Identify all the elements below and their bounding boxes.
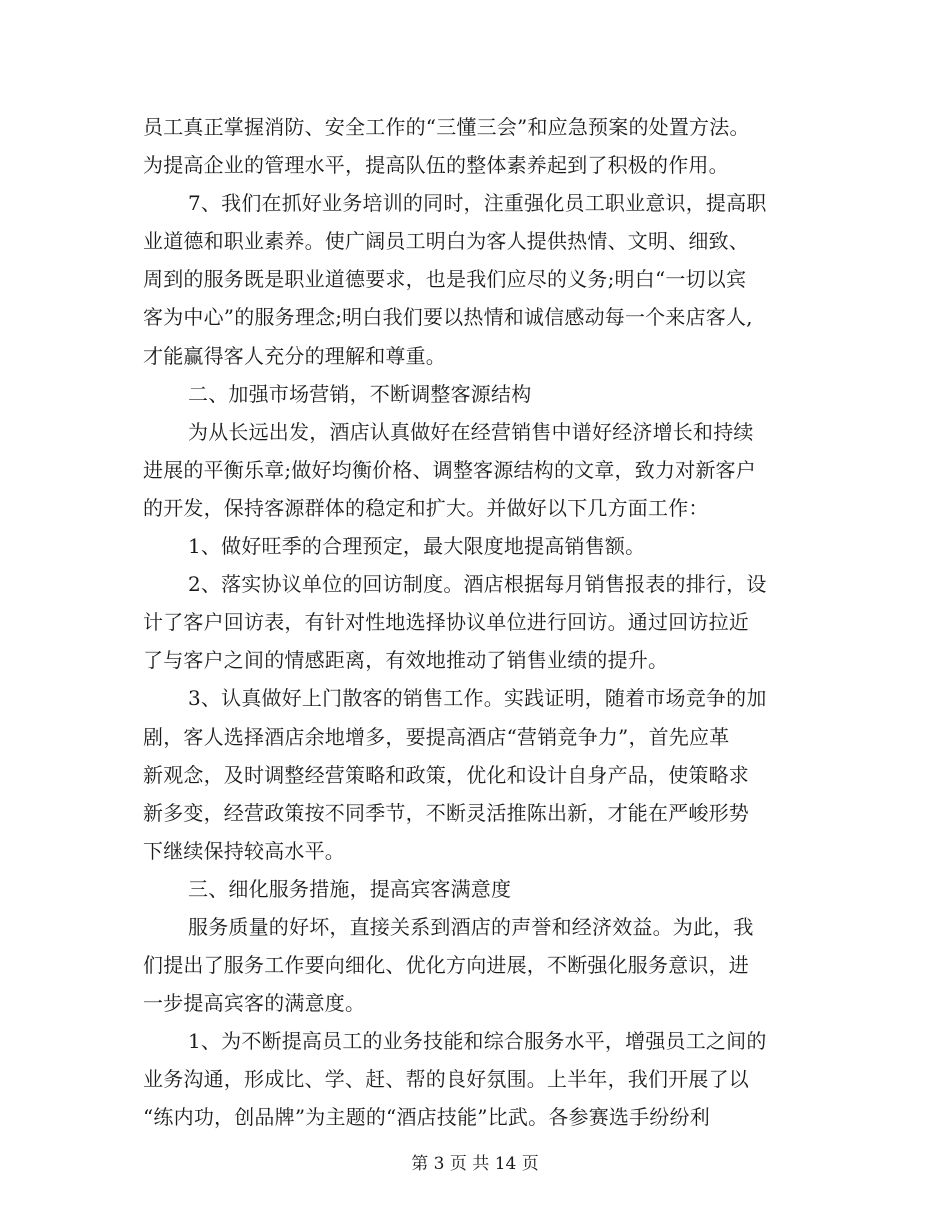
page-footer: 第 3 页 共 14 页 [411,1154,539,1174]
text-line: 三、细化服务措施，提高宾客满意度 [188,876,512,901]
text-line: 业道德和职业素养。使广阔员工明白为客人提供热情、文明、细致、 [143,229,749,254]
text-line: 才能赢得客人充分的理解和尊重。 [143,343,446,368]
text-line: 了与客户之间的情感距离，有效地推动了销售业绩的提升。 [143,648,669,673]
text-line: 进展的平衡乐章;做好均衡价格、调整客源结构的文章，致力对新客户 [143,457,756,482]
text-line: 服务质量的好坏，直接关系到酒店的声誉和经济效益。为此，我 [188,914,754,939]
text-line: 们提出了服务工作要向细化、优化方向进展，不断强化服务意识，进 [143,953,749,978]
text-line: 员工真正掌握消防、安全工作的“三懂三会”和应急预案的处置方法。 [143,115,750,139]
text-line: 1、做好旺季的合理预定，最大限度地提高销售额。 [188,534,646,559]
text-line: 新多变，经营政策按不同季节，不断灵活推陈出新，才能在严峻形势 [143,800,749,825]
text-line: 为提高企业的管理水平，提高队伍的整体素养起到了积极的作用。 [143,153,729,178]
text-line: 为从长远出发，酒店认真做好在经营销售中谱好经济增长和持续 [188,419,754,444]
text-line: 3、认真做好上门散客的销售工作。实践证明，随着市场竞争的加 [188,686,767,711]
text-line: 客为中心”的服务理念;明白我们要以热情和诚信感动每一个来店客人, [143,305,753,330]
text-line: 二、加强市场营销，不断调整客源结构 [188,381,532,406]
text-line: 周到的服务既是职业道德要求，也是我们应尽的义务;明白“一切以宾 [143,267,747,292]
text-line: 剧，客人选择酒店余地增多，要提高酒店“营销竞争力”，首先应革 [143,724,730,749]
text-line: 的开发，保持客源群体的稳定和扩大。并做好以下几方面工作： [143,495,709,520]
text-line: 一步提高宾客的满意度。 [143,991,366,1016]
text-line: 计了客户回访表，有针对性地选择协议单位进行回访。通过回访拉近 [143,610,749,635]
text-line: 7、我们在抓好业务培训的同时，注重强化员工职业意识，提高职 [188,191,767,216]
text-line: 新观念，及时调整经营策略和政策，优化和设计自身产品，使策略求 [143,762,749,787]
text-line: 1、为不断提高员工的业务技能和综合服务水平，增强员工之间的 [188,1029,767,1054]
text-line: 业务沟通，形成比、学、赶、帮的良好氛围。上半年，我们开展了以 [143,1067,749,1092]
text-line: “练内功，创品牌”为主题的“酒店技能”比武。各参赛选手纷纷利 [143,1105,710,1130]
text-line: 2、落实协议单位的回访制度。酒店根据每月销售报表的排行，设 [188,572,767,597]
text-line: 下继续保持较高水平。 [143,838,345,863]
body-text [143,108,813,1137]
